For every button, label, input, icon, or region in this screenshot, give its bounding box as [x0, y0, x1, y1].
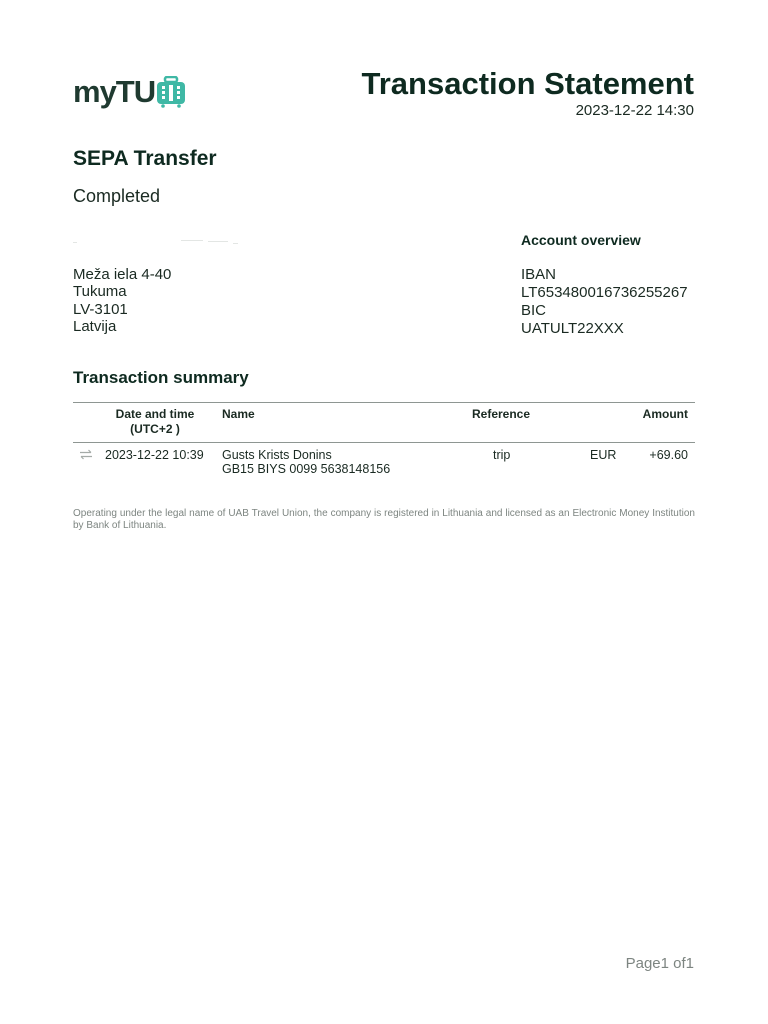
column-header-reference: Reference: [472, 407, 531, 421]
customer-address: [73, 266, 171, 335]
page-number: Page1 of1: [625, 955, 694, 972]
column-header-name: Name: [222, 407, 255, 421]
address-line: Tukuma: [73, 283, 127, 301]
row-counterparty-account: GB15 BIYS 0099 5638148156: [222, 462, 391, 476]
bic-value: UATULT22XXX: [521, 320, 624, 337]
transaction-status: Completed: [73, 186, 161, 206]
legal-disclaimer: Operating under the legal name of UAB Travel Union, the company is registered in Lithuania and licensed as an Electronic Money Institution by Bank of Lithuania.: [73, 508, 695, 531]
bic-label: BIC: [521, 302, 547, 319]
iban-label: IBAN: [521, 266, 557, 283]
table-top-rule: [73, 402, 695, 403]
logo-wordmark: myTU: [73, 74, 156, 109]
row-reference: trip: [493, 448, 511, 462]
transfer-arrows-icon: [79, 449, 93, 460]
iban-value: LT653480016736255267: [521, 284, 688, 301]
brand-logo: [73, 74, 186, 110]
suitcase-logo-icon: [156, 76, 186, 108]
transaction-type: SEPA Transfer: [73, 147, 217, 170]
address-line: LV-3101: [73, 300, 128, 318]
table-header-rule: [73, 442, 695, 443]
address-line: Latvija: [73, 317, 117, 335]
statement-datetime: 2023-12-22 14:30: [575, 102, 694, 119]
row-currency: EUR: [590, 448, 617, 462]
row-counterparty-name: Gusts Krists Donins: [222, 448, 332, 462]
redacted-customer-name: [73, 240, 238, 244]
address-line: Meža iela 4-40: [73, 266, 172, 283]
account-overview: [521, 266, 688, 338]
document-title: Transaction Statement: [361, 66, 694, 101]
row-amount: +69.60: [649, 448, 688, 462]
column-header-amount: Amount: [642, 407, 688, 421]
account-overview-heading: Account overview: [521, 232, 641, 248]
row-datetime: 2023-12-22 10:39: [105, 448, 204, 462]
column-header-datetime: Date and time (UTC+2 ): [115, 407, 195, 436]
transaction-summary-heading: Transaction summary: [73, 368, 249, 387]
